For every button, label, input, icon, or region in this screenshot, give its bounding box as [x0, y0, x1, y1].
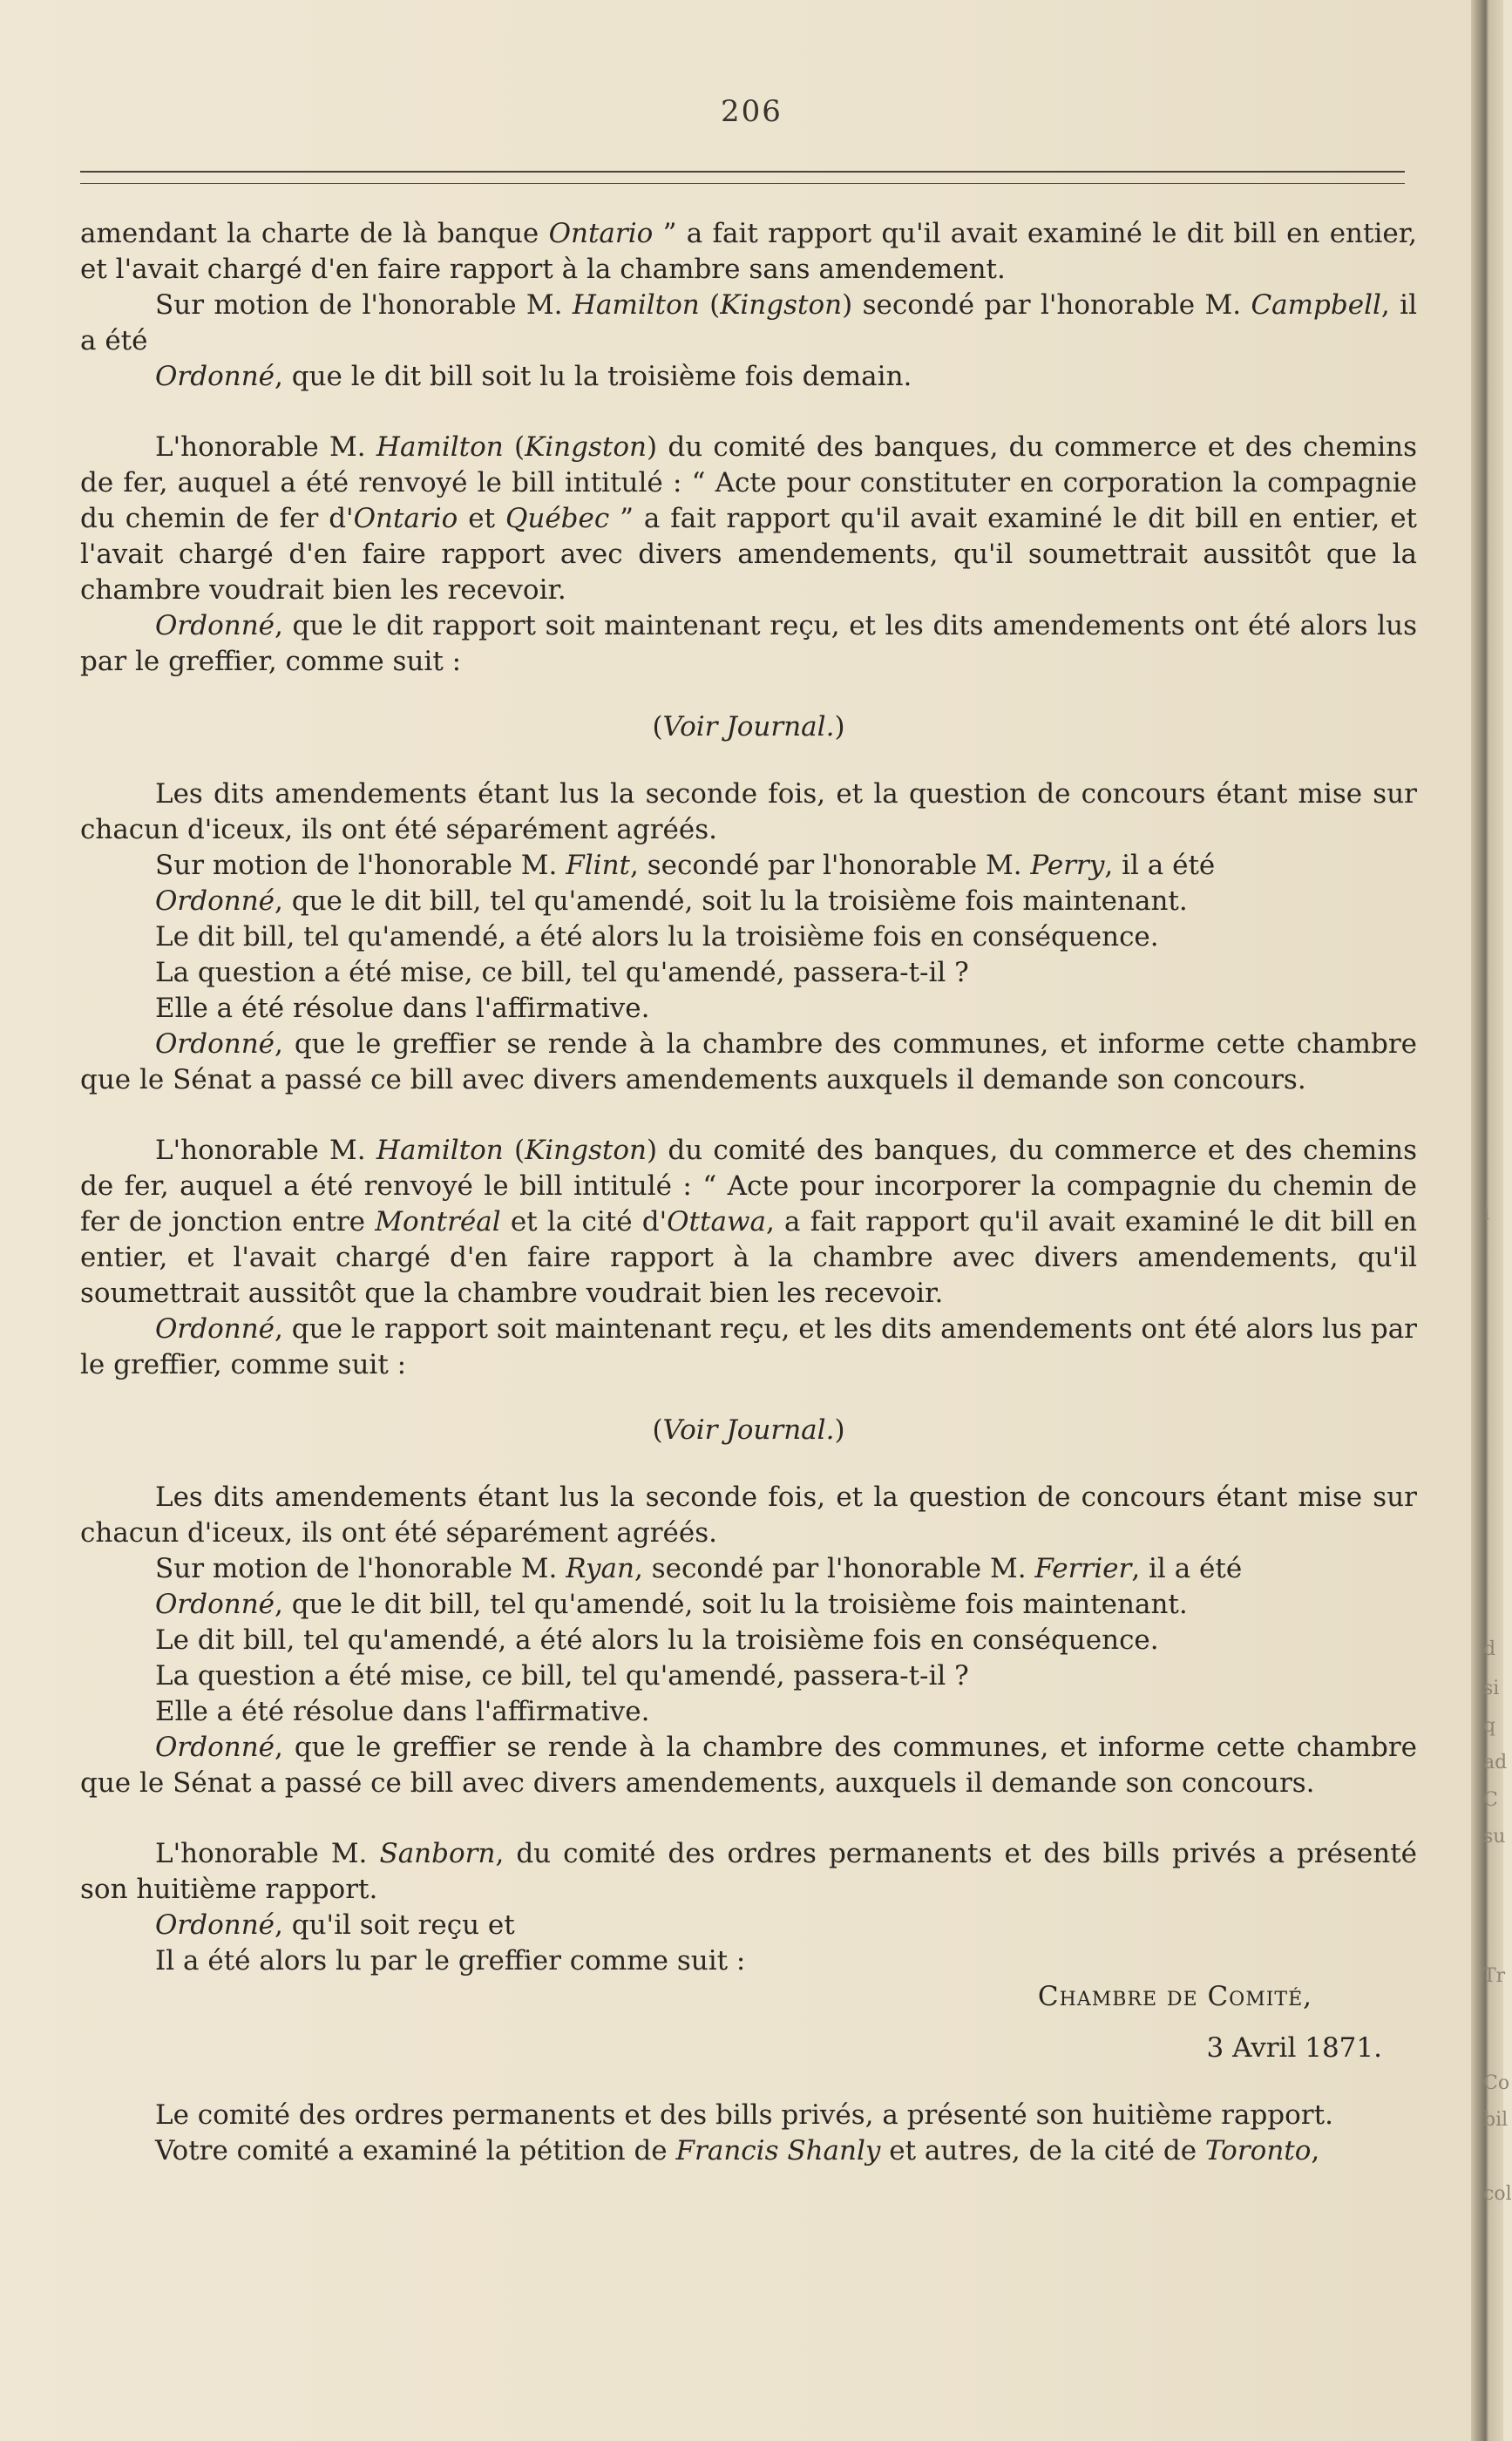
text-run: ( [503, 431, 525, 463]
text-run: ( [652, 711, 663, 742]
italic-run: Ordonné [155, 361, 275, 392]
paragraph [80, 1730, 1417, 1801]
bleed-mark: Tr [1483, 1965, 1506, 1987]
italic-run: Ontario [353, 503, 458, 534]
header-rule [80, 171, 1405, 173]
text-run: Le comité des ordres permanents et des bills privés, a présenté son huitième rapport. [155, 2099, 1333, 2131]
paragraph [80, 1908, 1417, 1943]
paragraph [80, 608, 1417, 680]
text-run: Il a été alors lu par le greffier comme suit : [155, 1945, 746, 1977]
italic-run: Ordonné [155, 1028, 275, 1060]
text-run: Le dit bill, tel qu'amendé, a été alors lu la troisième fois en conséquence. [155, 921, 1159, 953]
italic-run: Ordonné [155, 1589, 275, 1620]
bleed-mark: bil [1483, 2109, 1509, 2131]
italic-run: Ordonné [155, 885, 275, 917]
paragraph [80, 919, 1417, 955]
text-run: ) du comité des banques, du commerce et des chemins de fer, auquel a été renvoyé le bill intitulé : “ Acte pour constituter en corporation la compagnie du chemin de fer d' [80, 431, 1418, 534]
text-run: et [458, 503, 505, 534]
journal-reference [80, 1413, 1417, 1448]
text-run: , que le greffier se rende à la chambre des communes, et informe cette chambre que le Sénat a passé ce bill avec divers amendements, auxquels il demande son concours. [80, 1732, 1417, 1799]
journal-reference [80, 709, 1417, 745]
text-run: ) secondé par l'honorable M. [842, 289, 1251, 321]
text-run: , que le dit bill soit lu la troisième fois demain. [275, 361, 912, 392]
text-run: , il a été [1104, 850, 1216, 881]
paragraph [80, 1943, 1417, 1979]
italic-run: Francis Shanly [675, 2135, 881, 2166]
paragraph [80, 991, 1417, 1027]
bleed-mark: q [1483, 1715, 1496, 1737]
text-run: , du comité des ordres permanents et des bills privés a présenté son huitième rapport. [80, 1838, 1417, 1905]
paragraph [80, 359, 1417, 395]
text-run: et la cité d' [500, 1206, 668, 1237]
text-run: La question a été mise, ce bill, tel qu'amendé, passera-t-il ? [155, 1660, 969, 1692]
paragraph [80, 884, 1417, 919]
paragraph [80, 955, 1417, 991]
text-run: ” a fait rapport qu'il avait examiné le dit bill en entier, et l'avait chargé d'en faire rapport avec divers amendements, qu'il soumettrait aussitôt que la chambre voudrait bien les recevoir. [80, 503, 1418, 606]
italic-run: Hamilton [572, 289, 700, 321]
text-run: Les dits amendements étant lus la seconde fois, et la question de concours étant mise sur chacun d'iceux, ils ont été séparément agréés. [80, 778, 1417, 845]
italic-run: Ferrier [1034, 1553, 1132, 1584]
paragraph [80, 1312, 1417, 1383]
bleed-mark: su [1483, 1826, 1506, 1848]
italic-run: Voir Journal. [662, 1414, 835, 1446]
paragraph [80, 848, 1417, 884]
text-run: amendant la charte de là banque [80, 218, 549, 249]
paragraph [80, 1133, 1417, 1312]
text-run: , que le greffier se rende à la chambre des communes, et informe cette chambre que le Sénat a passé ce bill avec divers amendements auxquels il demande son concours. [80, 1028, 1417, 1095]
paragraph [80, 1658, 1417, 1694]
text-run: ) [834, 711, 845, 742]
header-rule-thin [80, 183, 1405, 184]
text-run: Le dit bill, tel qu'amendé, a été alors lu la troisième fois en conséquence. [155, 1624, 1159, 1656]
bleed-mark: d [1483, 1638, 1496, 1660]
italic-run: Perry [1030, 850, 1105, 881]
text-run: ( [652, 1414, 663, 1446]
text-run: Elle a été résolue dans l'affirmative. [155, 1696, 650, 1727]
text-run: Elle a été résolue dans l'affirmative. [155, 993, 650, 1024]
italic-run: Ottawa [667, 1206, 766, 1237]
text-run: 3 Avril 1871. [1206, 2032, 1382, 2064]
italic-run: Voir Journal. [662, 711, 835, 742]
italic-run: Hamilton [376, 1135, 504, 1166]
text-run: et autres, de la cité de [880, 2135, 1205, 2166]
italic-run: Hamilton [376, 431, 504, 463]
text-run: ( [699, 289, 721, 321]
italic-run: Sanborn [379, 1838, 496, 1869]
bleed-mark: i [1483, 1203, 1490, 1224]
text-run: , a fait rapport qu'il avait examiné le dit bill en entier, et l'avait chargé d'en faire rapport à la chambre avec divers amendements, qu'il soumettrait aussitôt que la chambre voudrait bien les recevoir. [80, 1206, 1418, 1309]
italic-run: Ordonné [155, 1313, 275, 1345]
italic-run: Kingston [525, 1135, 647, 1166]
document-body [80, 216, 1417, 2169]
text-run: L'honorable M. [155, 431, 376, 463]
bleed-mark: C [1483, 1789, 1498, 1811]
italic-run: Ordonné [155, 1732, 275, 1763]
text-run: Sur motion de l'honorable M. [155, 1553, 566, 1584]
text-run: Votre comité a examiné la pétition de [155, 2135, 676, 2166]
text-run: L'honorable M. [155, 1135, 376, 1166]
italic-run: Ryan [566, 1553, 635, 1584]
paragraph [80, 288, 1417, 359]
report-date [80, 2031, 1382, 2066]
paragraph [80, 1587, 1417, 1623]
text-run: ( [503, 1135, 525, 1166]
italic-run: Flint [566, 850, 631, 881]
italic-run: Montréal [375, 1206, 501, 1237]
paragraph [80, 1480, 1417, 1551]
italic-run: Québec [505, 503, 610, 534]
paragraph [80, 1694, 1417, 1730]
paragraph [80, 1027, 1417, 1098]
italic-run: Ordonné [155, 1909, 275, 1941]
text-run: , secondé par l'honorable M. [634, 1553, 1035, 1584]
report-heading [80, 1979, 1312, 2015]
paragraph [80, 1623, 1417, 1658]
bleed-mark: Co [1483, 2072, 1510, 2094]
bleed-mark: ad [1483, 1752, 1508, 1773]
paragraph [80, 776, 1417, 848]
bleed-mark: si [1483, 1678, 1500, 1699]
text-run: , que le dit bill, tel qu'amendé, soit lu la troisième fois maintenant. [275, 1589, 1188, 1620]
text-run: , que le rapport soit maintenant reçu, et les dits amendements ont été alors lus par le greffier, comme suit : [80, 1313, 1417, 1380]
text-run: , que le dit rapport soit maintenant reçu, et les dits amendements ont été alors lus par le greffier, comme suit : [80, 610, 1417, 677]
italic-run: Ordonné [155, 610, 275, 641]
text-run: , qu'il soit reçu et [275, 1909, 515, 1941]
text-run: ) du comité des banques, du commerce et des chemins de fer, auquel a été renvoyé le bill intitulé : “ Acte pour incorporer la compagnie du chemin de fer de jonction entre [80, 1135, 1418, 1237]
text-run: , il a été [1131, 1553, 1243, 1584]
italic-run: Ontario [548, 218, 654, 249]
text-run: , il a été [80, 289, 1417, 356]
text-run: Sur motion de l'honorable M. [155, 289, 573, 321]
paragraph [80, 216, 1417, 288]
text-run: , [1311, 2135, 1320, 2166]
text-run: , secondé par l'honorable M. [630, 850, 1031, 881]
text-run: ” a fait rapport qu'il avait examiné le dit bill en entier, et l'avait chargé d'en faire rapport à la chambre sans amendement. [80, 218, 1417, 285]
text-run: La question a été mise, ce bill, tel qu'amendé, passera-t-il ? [155, 957, 969, 988]
text-run: ) [834, 1414, 845, 1446]
italic-run: Kingston [525, 431, 647, 463]
text-run: , que le dit bill, tel qu'amendé, soit lu la troisième fois maintenant. [275, 885, 1188, 917]
bleed-mark: col [1483, 2183, 1512, 2205]
small-caps-run: Chambre de Comité, [1037, 1981, 1312, 2012]
text-run: Les dits amendements étant lus la seconde fois, et la question de concours étant mise sur chacun d'iceux, ils ont été séparément agréés. [80, 1482, 1417, 1549]
paragraph [80, 430, 1417, 608]
paragraph [80, 1551, 1417, 1587]
page-number: 206 [721, 94, 783, 129]
paragraph [80, 2133, 1417, 2169]
text-run: L'honorable M. [155, 1838, 380, 1869]
italic-run: Campbell [1251, 289, 1381, 321]
paragraph [80, 1836, 1417, 1908]
text-run: Sur motion de l'honorable M. [155, 850, 566, 881]
paragraph [80, 2098, 1417, 2133]
italic-run: Kingston [720, 289, 843, 321]
italic-run: Toronto [1204, 2135, 1312, 2166]
